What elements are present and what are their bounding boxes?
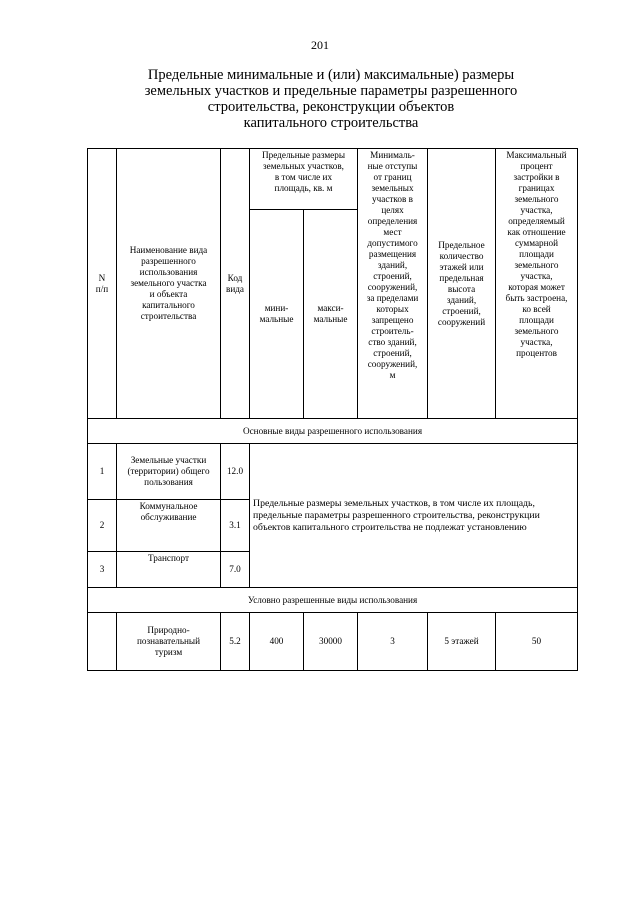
table-row — [88, 613, 578, 671]
header-setbacks: Минималь- ные отступы от границ земельных участков в целях определения мест допустимого размещения зданий, строений, сооружений, за пределами которых запрещено строитель- ство зданий, строений, сооружений, м — [358, 149, 428, 419]
table-row — [88, 444, 578, 500]
row-name: Природно- познавательный туризм — [117, 613, 221, 671]
section-row — [88, 419, 578, 444]
title-line: Предельные минимальные и (или) максимальные) размеры — [147, 67, 515, 83]
row-name: Коммунальное обслуживание — [117, 500, 221, 552]
row-max: 30000 — [304, 613, 358, 671]
document-title — [120, 67, 542, 131]
section-row — [88, 588, 578, 613]
header-max: макси- мальные — [304, 210, 358, 419]
row-num: 2 — [88, 500, 117, 552]
row-coverage: 50 — [496, 613, 578, 671]
header-name: Наименование вида разрешенного использования земельного участка и объекта капитального строительства — [117, 149, 221, 419]
row-code: 5.2 — [221, 613, 250, 671]
row-code: 7.0 — [221, 552, 250, 588]
header-code: Код вида — [221, 149, 250, 419]
header-floors: Предельное количество этажей или предельная высота зданий, строений, сооружений — [428, 149, 496, 419]
section-conditional-title: Условно разрешенные виды использования — [88, 588, 578, 613]
row-name: Транспорт — [117, 552, 221, 588]
row-name: Земельные участки (территории) общего пользования — [117, 444, 221, 500]
header-num: N п/п — [88, 149, 117, 419]
row-num: 3 — [88, 552, 117, 588]
title-line: капитального строительства — [243, 115, 419, 131]
row-code: 12.0 — [221, 444, 250, 500]
row-floors: 5 этажей — [428, 613, 496, 671]
title-line: земельных участков и предельные параметры разрешенного — [144, 83, 518, 99]
header-min: мини- мальные — [250, 210, 304, 419]
row-setback: 3 — [358, 613, 428, 671]
land-parameters-table — [87, 148, 578, 671]
section-main-title: Основные виды разрешенного использования — [88, 419, 578, 444]
merged-note: Предельные размеры земельных участков, в том числе их площадь, предельные параметры разрешенного строительства, реконструкции объектов капитального строительства не подлежат установлению — [250, 444, 578, 588]
row-code: 3.1 — [221, 500, 250, 552]
header-coverage: Максимальный процент застройки в границах земельного участка, определяемый как отношение суммарной площади земельного участка, которая может быть застроена, ко всей площади земельного участка, процентов — [496, 149, 578, 419]
header-row — [88, 149, 578, 210]
header-sizes: Предельные размеры земельных участков, в том числе их площадь, кв. м — [250, 149, 358, 210]
row-num — [88, 613, 117, 671]
row-num: 1 — [88, 444, 117, 500]
page-number: 201 — [311, 38, 329, 52]
row-min: 400 — [250, 613, 304, 671]
title-line: строительства, реконструкции объектов — [207, 99, 455, 115]
